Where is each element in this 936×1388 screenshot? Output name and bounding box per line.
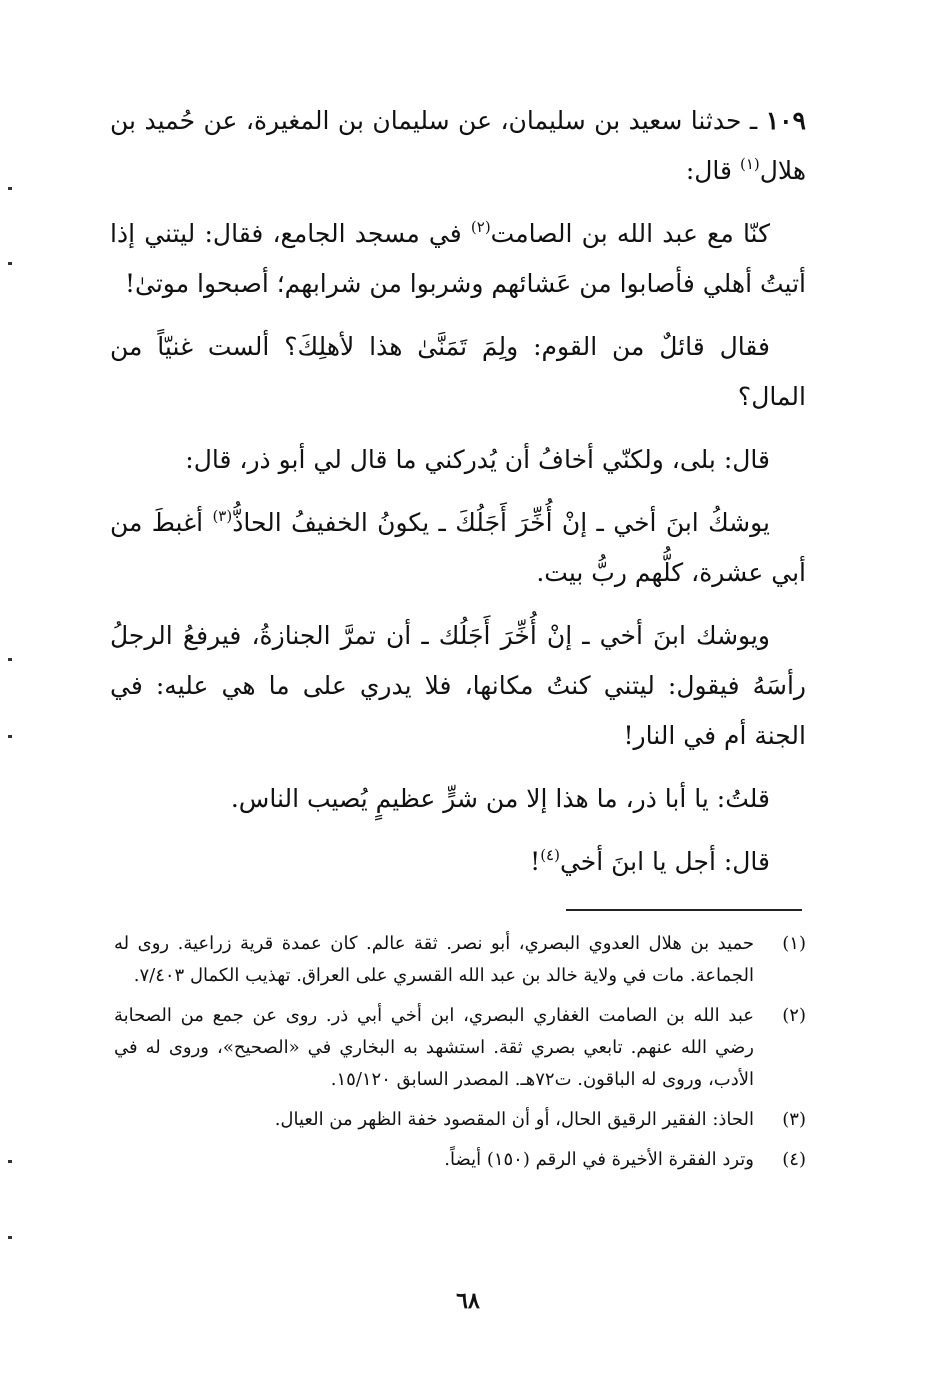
footnote-4 <box>114 1144 806 1176</box>
footnote-text: حميد بن هلال العدوي البصري، أبو نصر. ثقة عالم. كان عمدة قرية زراعية. روى له الجماعة. مات في ولاية خالد بن عبد الله القسري على العراق. تهذيب الكمال ٧/٤٠٣. <box>114 933 754 986</box>
footnotes <box>114 928 806 1184</box>
footnote-separator <box>566 909 802 911</box>
footnote-text: عبد الله بن الصامت الغفاري البصري، ابن أخي أبي ذر. روى عن جمع من الصحابة رضي الله عنهم. تابعي بصري ثقة. استشهد به البخاري في «الصحيح»، وروى له في الأدب، وروى له الباقون. ت٧٢هـ. المصدر السابق ١٥/١٢٠. <box>114 1005 754 1090</box>
paragraph-7: قلتُ: يا أبا ذر، ما هذا إلا من شرٍّ عظيمٍ يُصيب الناس. <box>230 784 770 813</box>
paragraph-4: قال: بلى، ولكنّي أخافُ أن يُدركني ما قال لي أبو ذر، قال: <box>185 445 770 474</box>
footnote-1 <box>114 928 806 992</box>
paragraph-2: كنّا مع عبد الله بن الصامت$^{(٢)}$ في مسجد الجامع، فقال: ليتني إذا أتيتُ أهلي فأصابوا من عَشائهم وشربوا من شرابهم؛ أصبحوا موتىٰ! <box>110 218 806 298</box>
footnote-3 <box>114 1104 806 1136</box>
paragraph-8: قال: أجل يا ابنَ أخي$^{(٤)}$! <box>530 846 770 876</box>
scan-edge-mark <box>8 262 12 265</box>
footnote-number: (٤) <box>782 1149 806 1170</box>
footnote-number: (٢) <box>782 1005 806 1026</box>
footnote-ref-1: (١) <box>739 155 760 173</box>
footnote-2 <box>114 1000 806 1096</box>
scan-edge-mark <box>8 187 12 190</box>
footnote-ref-2: (٢) <box>470 218 491 236</box>
isnad-paragraph: ١٠٩ ـ حدثنا سعيد بن سليمان، عن سليمان بن المغيرة، عن حُميد بن هلال$^{(١)}$ قال: <box>110 106 806 185</box>
footnote-number: (٣) <box>782 1109 806 1130</box>
footnote-ref-4: (٤) <box>540 846 560 864</box>
page-number: ٦٨ <box>456 1288 480 1314</box>
paragraph-3: فقال قائلٌ من القوم: ولِمَ تَمَنَّىٰ هذا لأهلِكَ؟ ألست غنيّاً من المال؟ <box>110 332 806 411</box>
scan-edge-mark <box>8 1160 12 1163</box>
footnote-number: (١) <box>782 933 806 954</box>
footnote-text: الحاذ: الفقير الرقيق الحال، أو أن المقصود خفة الظهر من العيال. <box>274 1109 754 1130</box>
paragraph-6: ويوشك ابنَ أخي ـ إنْ أُخِّرَ أَجَلُك ـ أن تمرَّ الجنازةُ، فيرفعُ الرجلُ رأسَهُ فيقول: ليتني كنتُ مكانها، فلا يدري على ما هي عليه: في الجنة أم في النار! <box>110 621 806 750</box>
scan-edge-mark <box>8 658 12 661</box>
hadith-text <box>110 96 806 900</box>
footnote-ref-3: (٣) <box>212 507 233 525</box>
scan-edge-mark <box>8 735 12 738</box>
scan-edge-mark <box>8 1236 12 1239</box>
paragraph-5: يوشكُ ابنَ أخي ـ إنْ أُخِّرَ أَجَلُكَ ـ يكونُ الخفيفُ الحاذُّ$^{(٣)}$ أغبطَ من أبي عشرة، كلُّهم ربُّ بيت. <box>110 507 806 587</box>
footnote-text: وترد الفقرة الأخيرة في الرقم (١٥٠) أيضاً. <box>444 1149 754 1170</box>
hadith-number: ١٠٩ <box>765 106 806 135</box>
